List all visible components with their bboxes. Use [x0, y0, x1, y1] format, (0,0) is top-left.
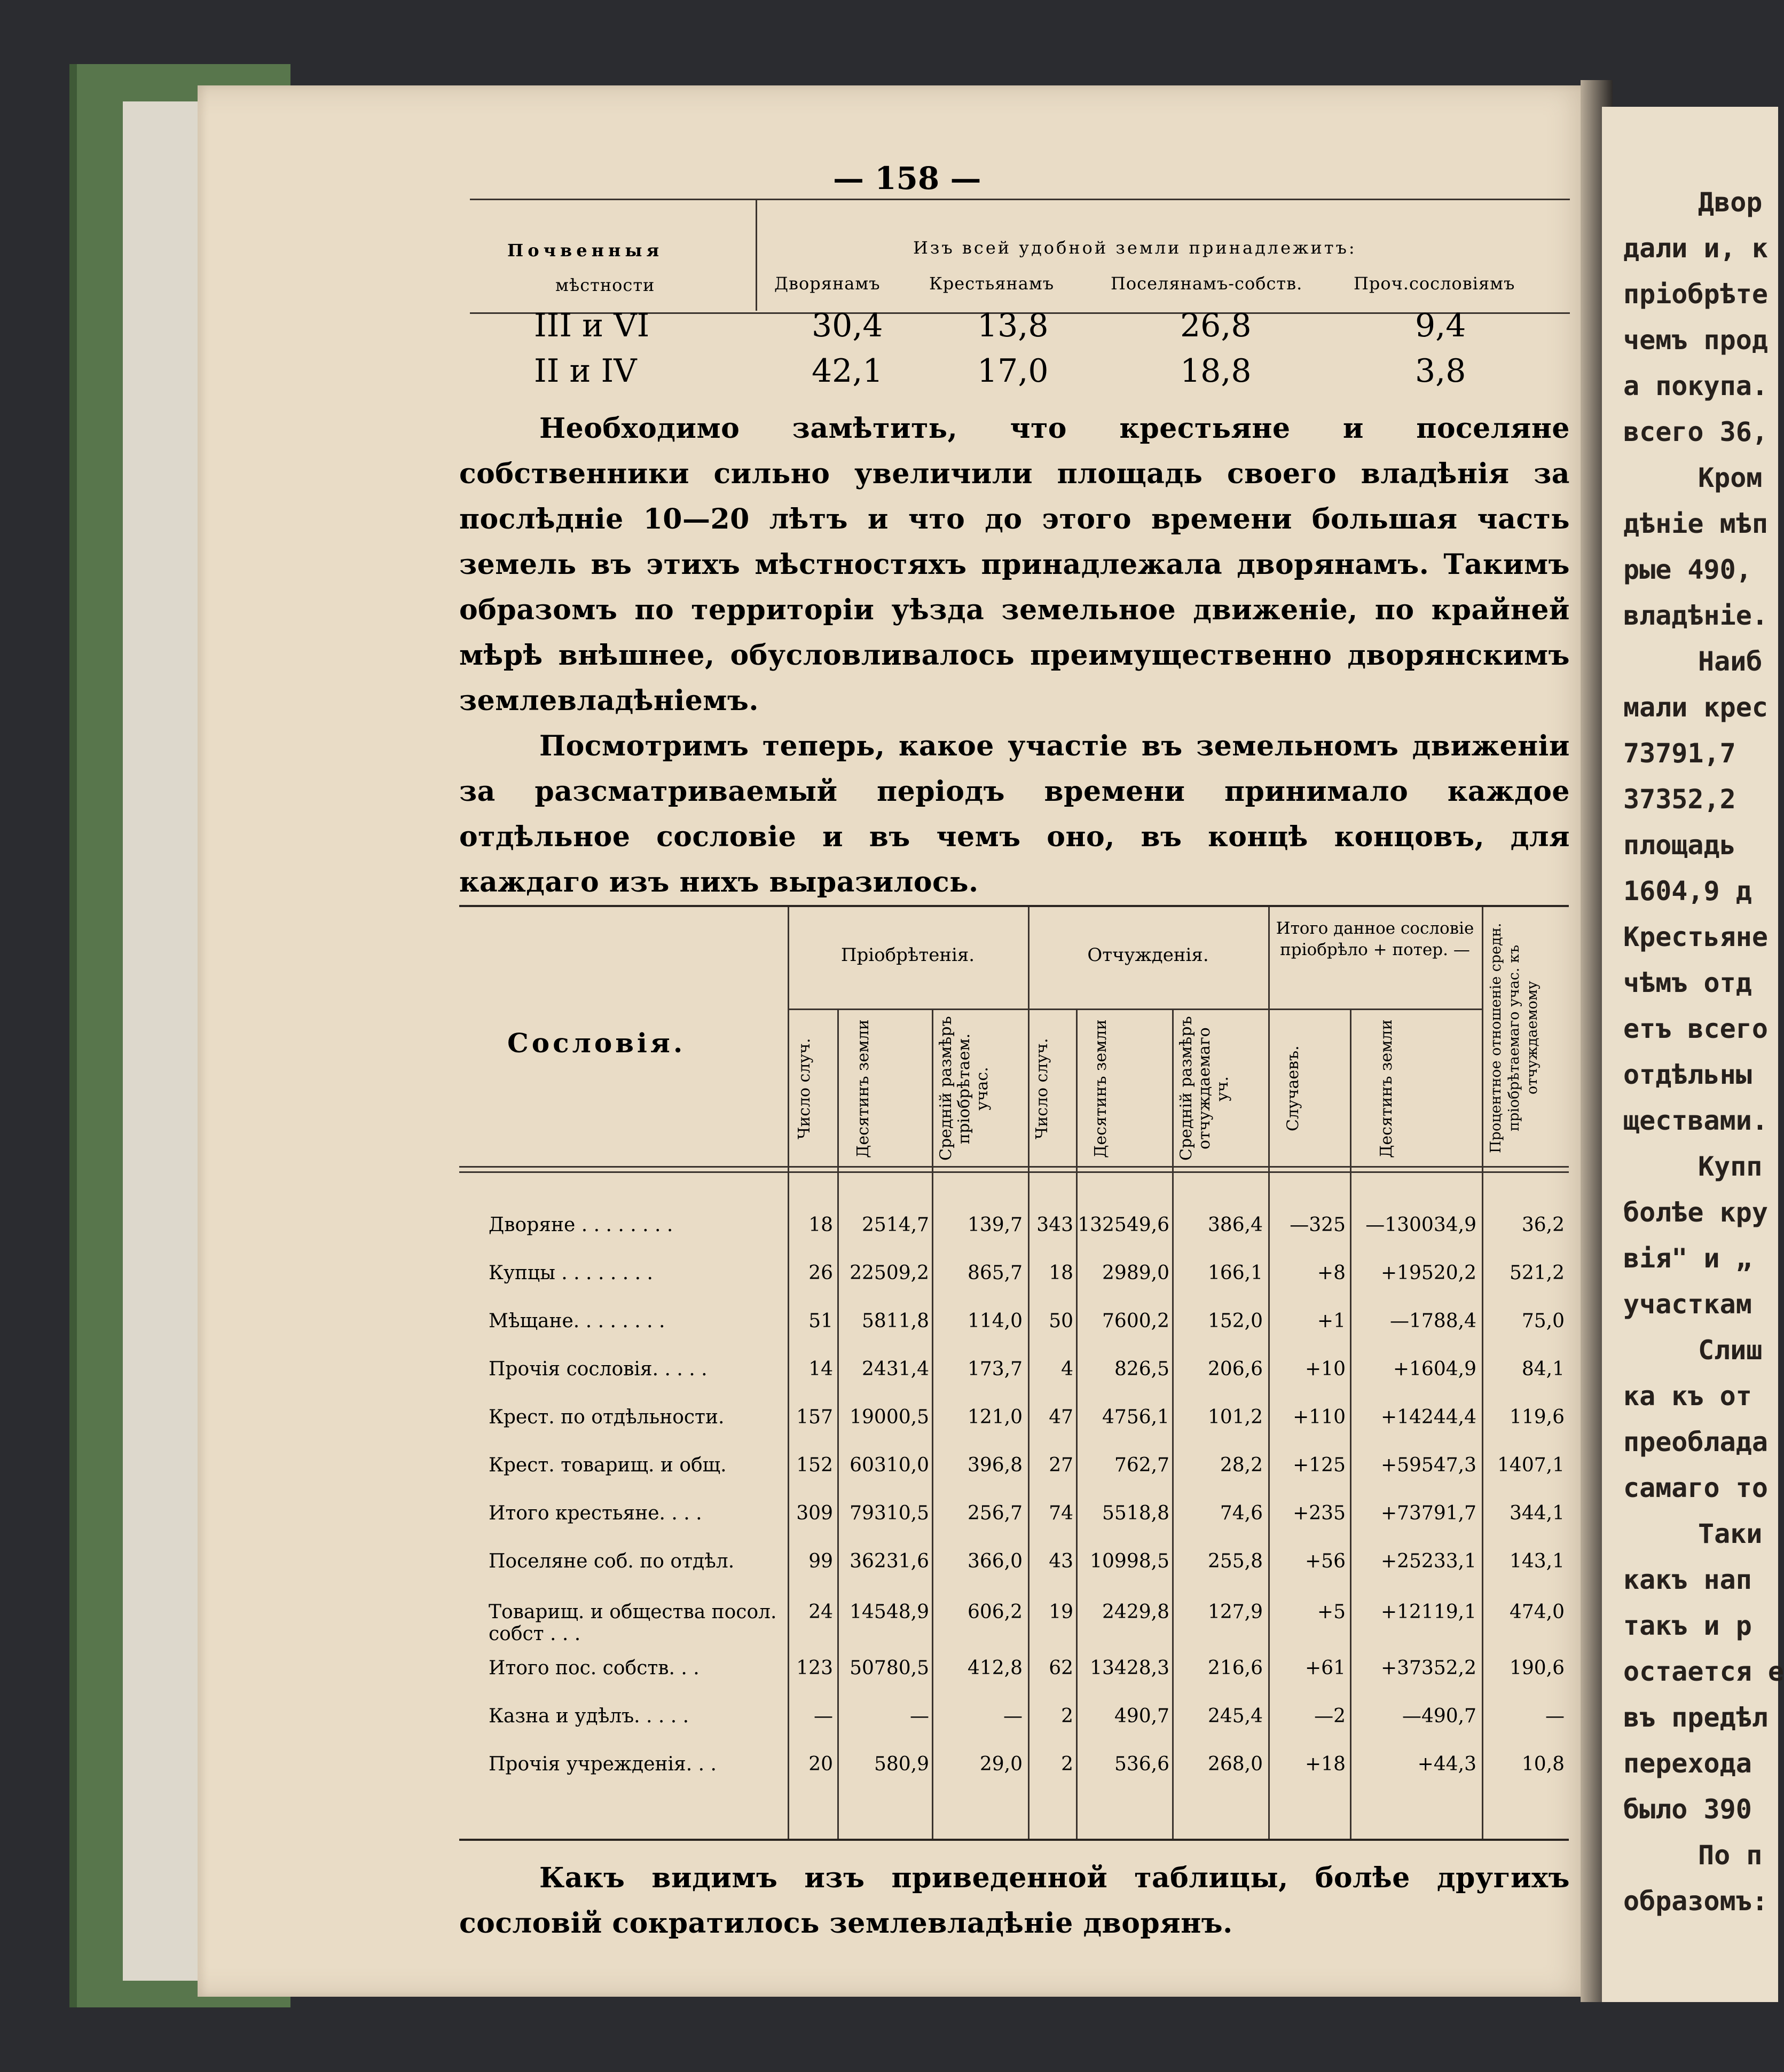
table-cell: 344,1 [1509, 1502, 1565, 1524]
table-cell: 2429,8 [1102, 1601, 1169, 1623]
table-cell: 166,1 [1207, 1262, 1263, 1284]
row-label: Крест. товарищ. и общ. [489, 1454, 727, 1476]
right-page-line: болѣе кру [1623, 1197, 1768, 1228]
table-cell: +25233,1 [1380, 1550, 1476, 1572]
soil-cell: 9,4 [1415, 307, 1466, 344]
paragraph-1 [459, 406, 1570, 723]
table-cell: 762,7 [1114, 1454, 1169, 1476]
right-page-line: владѣніе. [1623, 600, 1768, 631]
right-page-line: какъ нап [1623, 1564, 1752, 1595]
row-label: Прочія учрежденія. . . [489, 1753, 717, 1775]
table-cell: +235 [1293, 1502, 1346, 1524]
table-cell: 43 [1049, 1550, 1073, 1572]
row-label: Поселяне соб. по отдѣл. [489, 1550, 735, 1572]
subheader-avg-acquired: Средній размѣръ пріобрѣтаем. учас. [937, 1016, 992, 1161]
table-cell: 50 [1049, 1310, 1073, 1332]
soil-col-nobles: Дворянамъ [774, 273, 881, 294]
soil-cell: 17,0 [977, 352, 1049, 390]
table-cell: 74 [1049, 1502, 1073, 1524]
right-page-line: Крестьяне [1623, 921, 1768, 952]
table-cell: 490,7 [1114, 1705, 1169, 1727]
subheader-cases-total: Случаевъ. [1284, 1045, 1302, 1132]
right-page-line: было 390 [1623, 1794, 1752, 1825]
subheader-desyatin: Десятинъ земли [1091, 1019, 1110, 1158]
table-cell: +1 [1317, 1310, 1346, 1332]
right-page-line: мали крес [1623, 692, 1768, 723]
subheader-avg-alienated: Средній размѣръ отчуждаемаго уч. [1177, 1016, 1232, 1161]
table-cell: 19000,5 [850, 1406, 929, 1428]
row-label: Товарищ. и общества посол. собст . . . [489, 1601, 777, 1645]
table-cell: 18 [808, 1214, 833, 1236]
row-label: Дворяне . . . . . . . . [489, 1214, 673, 1236]
right-page-line: Таки [1698, 1518, 1763, 1549]
table-cell: 268,0 [1207, 1753, 1263, 1775]
table-cell: 143,1 [1509, 1550, 1565, 1572]
right-page-line: рые 490, [1623, 554, 1752, 585]
right-page-line: Слиш [1698, 1335, 1763, 1366]
right-page-line: етъ всего [1623, 1013, 1768, 1044]
table-cell: — [814, 1705, 833, 1727]
right-page-line: дѣніе мѣп [1623, 508, 1768, 539]
table-cell: +10 [1305, 1358, 1346, 1380]
subheader-cases: Число случ. [1033, 1038, 1051, 1139]
table-cell: — [1545, 1705, 1565, 1727]
right-page-line: преоблада [1623, 1427, 1768, 1458]
table-cell: 152,0 [1207, 1310, 1263, 1332]
right-page-line: перехода [1623, 1748, 1752, 1779]
table-row [459, 1657, 1569, 1704]
table-row [459, 1454, 1569, 1501]
table-row [459, 1262, 1569, 1309]
table-cell: 2989,0 [1102, 1262, 1169, 1284]
table-row [459, 1550, 1569, 1597]
table-cell: +59547,3 [1380, 1454, 1476, 1476]
table-cell: 865,7 [967, 1262, 1023, 1284]
table-cell: 2 [1061, 1705, 1073, 1727]
table-cell: +44,3 [1417, 1753, 1476, 1775]
soil-cell: 13,8 [977, 307, 1049, 344]
table-cell: —130034,9 [1365, 1214, 1476, 1236]
table-cell: 75,0 [1521, 1310, 1565, 1332]
right-page-line: 73791,7 [1623, 738, 1736, 769]
table-cell: 5518,8 [1102, 1502, 1169, 1524]
table-cell: 29,0 [979, 1753, 1023, 1775]
row-label: Прочія сословія. . . . . [489, 1358, 708, 1380]
table-cell: 245,4 [1207, 1705, 1263, 1727]
right-page-line: 37352,2 [1623, 784, 1736, 815]
table-rule [459, 1171, 1569, 1173]
table-cell: 4 [1061, 1358, 1073, 1380]
table-cell: +12119,1 [1380, 1601, 1476, 1623]
land-transfer-table [459, 905, 1569, 1841]
soil-col-settlers: Поселянамъ-собств. [1111, 273, 1303, 294]
table-cell: 343 [1036, 1214, 1073, 1236]
header-acquisitions: Пріобрѣтенія. [840, 944, 975, 966]
table-cell: 826,5 [1114, 1358, 1169, 1380]
row-label: Итого крестьяне. . . . [489, 1502, 702, 1524]
table-cell: 2514,7 [862, 1214, 929, 1236]
table-row [459, 1601, 1569, 1648]
paragraph-2 [459, 723, 1570, 905]
table-cell: 152 [796, 1454, 833, 1476]
right-page-line: Купп [1698, 1151, 1763, 1182]
header-percent: Процентное отношеніе средн. пріобрѣтаемаго учас. къ отчуждаемому [1488, 923, 1541, 1153]
soil-table-divider [756, 199, 757, 311]
table-cell: 60310,0 [850, 1454, 929, 1476]
paragraph-1-text: Необходимо замѣтить, что крестьяне и поселяне собственники сильно увеличили площадь своего владѣнія за послѣдніе 10—20 лѣтъ и что до этого времени большая часть земель въ этихъ мѣстностяхъ принадлежала дворянамъ. Такимъ образомъ по территоріи уѣзда земельное движеніе, по крайней мѣрѣ внѣшнее, обусловливалось преимущественно дворянскимъ землевладѣніемъ. [459, 412, 1570, 717]
table-cell: 14548,9 [850, 1601, 929, 1623]
table-rule [459, 1166, 1569, 1168]
table-cell: 157 [796, 1406, 833, 1428]
table-cell: 47 [1049, 1406, 1073, 1428]
soil-table-header-label-1: Почвенныя [507, 240, 664, 261]
right-page-line: По п [1698, 1840, 1763, 1871]
paragraph-2-text: Посмотримъ теперь, какое участіе въ земельномъ движеніи за разсматриваемый періодъ времени принимало каждое отдѣльное сословіе и въ чемъ оно, въ концѣ концовъ, для каждаго изъ нихъ выразилось. [459, 730, 1570, 899]
table-cell: 101,2 [1207, 1406, 1263, 1428]
table-cell: +125 [1293, 1454, 1346, 1476]
soil-col-peasants: Крестьянамъ [929, 273, 1055, 294]
table-cell: 206,6 [1207, 1358, 1263, 1380]
soil-row-label: III и VI [534, 307, 650, 344]
table-cell: 19 [1049, 1601, 1073, 1623]
header-totals: Итого данное сословіе пріобрѣло + потер. — [1276, 919, 1474, 959]
table-row [459, 1502, 1569, 1549]
table-cell: 255,8 [1207, 1550, 1263, 1572]
page-number: — 158 — [833, 160, 981, 196]
table-cell: 84,1 [1521, 1358, 1565, 1380]
right-page-line: чѣмъ отд [1623, 967, 1752, 998]
right-page-line: всего 36, [1623, 416, 1768, 447]
table-cell: 396,8 [967, 1454, 1023, 1476]
table-cell: 536,6 [1114, 1753, 1169, 1775]
right-page-line: а покупа. [1623, 371, 1768, 401]
subheader-desyatin: Десятинъ земли [854, 1019, 873, 1158]
soil-cell: 42,1 [812, 352, 883, 390]
right-page-line: ществами. [1623, 1105, 1768, 1136]
table-cell: 132549,6 [1078, 1214, 1169, 1236]
table-cell: 36231,6 [850, 1550, 929, 1572]
table-cell: +37352,2 [1380, 1657, 1476, 1679]
table-cell: 386,4 [1207, 1214, 1263, 1236]
right-page-line: чемъ прод [1623, 325, 1768, 356]
table-cell: 2431,4 [862, 1358, 929, 1380]
row-label: Купцы . . . . . . . . [489, 1262, 653, 1284]
table-cell: 2 [1061, 1753, 1073, 1775]
right-page-line: такъ и р [1623, 1610, 1752, 1641]
right-page-line: образомъ: [1623, 1886, 1768, 1917]
table-cell: +73791,7 [1380, 1502, 1476, 1524]
right-page-line: Кром [1698, 462, 1763, 493]
right-page-line: отдѣльны [1623, 1059, 1752, 1090]
right-page-line: Двор [1698, 187, 1763, 218]
table-cell: 26 [808, 1262, 833, 1284]
table-cell: 190,6 [1509, 1657, 1565, 1679]
table-cell: +61 [1305, 1657, 1346, 1679]
soil-table-group-header: Изъ всей удобной земли принадлежитъ: [913, 238, 1357, 258]
right-page-line: 1604,9 д [1623, 876, 1752, 907]
soil-col-others: Проч.сословіямъ [1354, 273, 1515, 294]
table-cell: +56 [1305, 1550, 1346, 1572]
table-cell: 7600,2 [1102, 1310, 1169, 1332]
right-page-line: въ предѣл [1623, 1702, 1768, 1733]
table-cell: 20 [808, 1753, 833, 1775]
table-row [459, 1705, 1569, 1752]
table-cell: 99 [808, 1550, 833, 1572]
table-cell: 79310,5 [850, 1502, 929, 1524]
table-cell: 36,2 [1521, 1214, 1565, 1236]
table-cell: 119,6 [1509, 1406, 1565, 1428]
table-cell: +5 [1317, 1601, 1346, 1623]
header-alienations: Отчужденія. [1087, 944, 1209, 966]
soil-cell: 3,8 [1415, 352, 1466, 390]
table-cell: 1407,1 [1497, 1454, 1565, 1476]
table-cell: 127,9 [1207, 1601, 1263, 1623]
table-cell: +1604,9 [1393, 1358, 1476, 1380]
table-cell: 606,2 [967, 1601, 1023, 1623]
table-row [459, 1406, 1569, 1453]
table-cell: +8 [1317, 1262, 1346, 1284]
table-cell: 366,0 [967, 1550, 1023, 1572]
table-row [459, 1310, 1569, 1357]
right-page-line: пріобрѣте [1623, 279, 1768, 310]
table-cell: — [910, 1705, 929, 1727]
right-page-line: дали и, к [1623, 233, 1768, 264]
row-label: Итого пос. собств. . . [489, 1657, 700, 1679]
table-cell: 27 [1049, 1454, 1073, 1476]
right-page-line: Наиб [1698, 646, 1763, 677]
table-cell: —1788,4 [1390, 1310, 1476, 1332]
soil-table-header-label-2: мѣстности [555, 275, 655, 295]
table-cell: 24 [808, 1601, 833, 1623]
table-cell: +14244,4 [1380, 1406, 1476, 1428]
soil-cell: 30,4 [812, 307, 883, 344]
table-cell: 139,7 [967, 1214, 1023, 1236]
table-cell: —2 [1314, 1705, 1346, 1727]
table-cell: 50780,5 [850, 1657, 929, 1679]
row-label: Казна и удѣлъ. . . . . [489, 1705, 689, 1727]
table-cell: 114,0 [967, 1310, 1023, 1332]
row-label: Крест. по отдѣльности. [489, 1406, 725, 1428]
table-row [459, 1753, 1569, 1800]
table-cell: 121,0 [967, 1406, 1023, 1428]
soil-cell: 18,8 [1180, 352, 1252, 390]
table-cell: 22509,2 [850, 1262, 929, 1284]
soil-table-frame [470, 199, 1570, 314]
table-cell: 123 [796, 1657, 833, 1679]
right-page-line: самаго то [1623, 1472, 1768, 1503]
table-caption: Сословія. [507, 1027, 686, 1059]
table-cell: 5811,8 [862, 1310, 929, 1332]
table-cell: 256,7 [967, 1502, 1023, 1524]
table-cell: 10998,5 [1090, 1550, 1169, 1572]
right-page-line: площадь [1623, 830, 1736, 861]
table-cell: +18 [1305, 1753, 1346, 1775]
table-cell: +19520,2 [1380, 1262, 1476, 1284]
right-page-fragment [1602, 107, 1784, 2002]
row-label: Мѣщане. . . . . . . . [489, 1310, 665, 1332]
table-cell: 216,6 [1207, 1657, 1263, 1679]
table-rule [788, 1009, 1482, 1010]
closing-paragraph-text: Какъ видимъ изъ приведенной таблицы, болѣе другихъ сословій сократилось землевладѣніе дворянъ. [459, 1862, 1570, 1940]
table-cell: 74,6 [1220, 1502, 1263, 1524]
table-cell: —325 [1290, 1214, 1346, 1236]
table-cell: — [1003, 1705, 1023, 1727]
table-cell: 521,2 [1509, 1262, 1565, 1284]
table-row [459, 1214, 1569, 1261]
table-cell: —490,7 [1402, 1705, 1476, 1727]
table-row [459, 1358, 1569, 1405]
closing-paragraph [459, 1855, 1570, 1946]
right-page-line: остается е [1623, 1656, 1784, 1687]
table-cell: 309 [796, 1502, 833, 1524]
table-cell: 580,9 [874, 1753, 929, 1775]
table-cell: 13428,3 [1090, 1657, 1169, 1679]
right-page-line: вія" и „ [1623, 1243, 1752, 1274]
table-cell: 62 [1049, 1657, 1073, 1679]
table-cell: 412,8 [967, 1657, 1023, 1679]
table-cell: 474,0 [1509, 1601, 1565, 1623]
right-page-line: ка къ от [1623, 1381, 1752, 1412]
table-cell: 4756,1 [1102, 1406, 1169, 1428]
subheader-desyatin-total: Десятинъ земли [1377, 1019, 1396, 1158]
table-cell: 28,2 [1220, 1454, 1263, 1476]
soil-cell: 26,8 [1180, 307, 1252, 344]
table-cell: 10,8 [1521, 1753, 1565, 1775]
table-cell: 173,7 [967, 1358, 1023, 1380]
table-cell: 51 [808, 1310, 833, 1332]
table-cell: 18 [1049, 1262, 1073, 1284]
table-cell: +110 [1293, 1406, 1346, 1428]
table-cell: 14 [808, 1358, 833, 1380]
right-page-line: участкам [1623, 1289, 1752, 1320]
subheader-cases: Число случ. [795, 1038, 814, 1139]
soil-row-label: II и IV [534, 352, 637, 390]
